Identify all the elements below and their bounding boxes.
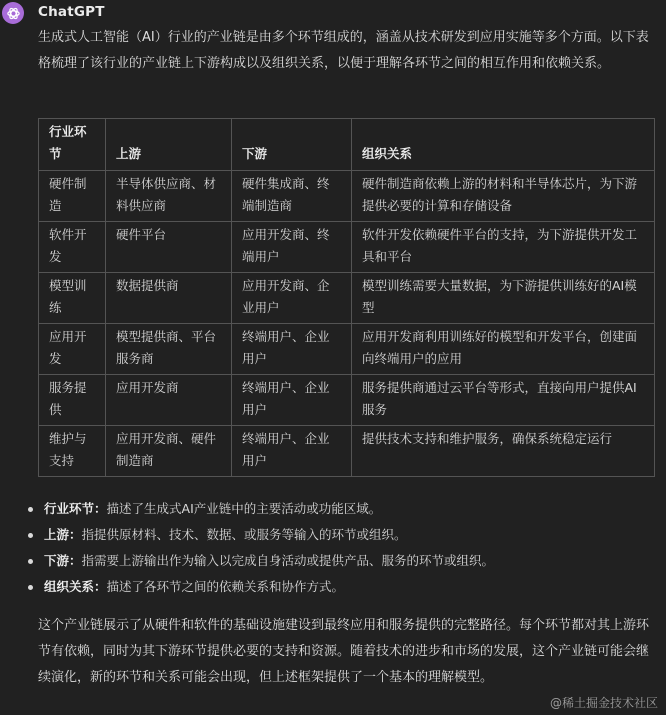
list-description: 指提供原材料、技术、数据、或服务等输入的环节或组织。	[81, 527, 407, 542]
openai-logo-icon	[6, 6, 21, 21]
table-cell: 半导体供应商、材料供应商	[106, 171, 232, 222]
table-row	[39, 324, 655, 375]
list-description: 指需要上游输出作为输入以完成自身活动或提供产品、服务的环节或组织。	[81, 553, 495, 568]
list-item	[26, 496, 656, 522]
table-cell: 应用开发商利用训练好的模型和开发平台，创建面向终端用户的应用	[352, 324, 655, 375]
list-description: 描述了各环节之间的依赖关系和协作方式。	[106, 579, 345, 594]
table-cell: 模型训练	[39, 273, 106, 324]
table-header-row	[39, 119, 655, 171]
intro-paragraph: 生成式人工智能（AI）行业的产业链是由多个环节组成的，涵盖从技术研发到应用实施等多个方面。以下表格梳理了该行业的产业链上下游构成以及组织关系，以便于理解各环节之间的相互作用和依赖关系。	[38, 30, 649, 71]
table-cell: 服务提供商通过云平台等形式，直接向用户提供AI服务	[352, 375, 655, 426]
watermark: @稀土掘金技术社区	[549, 696, 658, 710]
table-cell: 数据提供商	[106, 273, 232, 324]
table-cell: 应用开发商、终端用户	[232, 222, 352, 273]
table-cell: 模型训练需要大量数据，为下游提供训练好的AI模型	[352, 273, 655, 324]
list-term: 下游	[44, 553, 70, 568]
list-separator: ：	[69, 553, 82, 568]
definition-list	[26, 496, 656, 600]
table-cell: 终端用户、企业用户	[232, 324, 352, 375]
table-cell: 应用开发商、企业用户	[232, 273, 352, 324]
table-cell: 应用开发商	[106, 375, 232, 426]
table-cell: 模型提供商、平台服务商	[106, 324, 232, 375]
list-term: 上游	[44, 527, 70, 542]
table-row	[39, 171, 655, 222]
table-cell: 软件开发依赖硬件平台的支持，为下游提供开发工具和平台	[352, 222, 655, 273]
header-cell: 组织关系	[352, 119, 655, 171]
list-term: 行业环节	[44, 501, 95, 516]
table-row	[39, 375, 655, 426]
table-cell: 硬件制造商依赖上游的材料和半导体芯片，为下游提供必要的计算和存储设备	[352, 171, 655, 222]
list-item	[26, 574, 656, 600]
list-separator: ：	[94, 579, 107, 594]
summary-paragraph: 这个产业链展示了从硬件和软件的基础设施建设到最终应用和服务提供的完整路径。每个环节都对其上游环节有依赖，同时为其下游环节提供必要的支持和资源。随着技术的进步和市场的发展，这个产业链可能会继续演化，新的环节和关系可能会出现，但上述框架提供了一个基本的理解模型。	[38, 618, 650, 685]
table-cell: 终端用户、企业用户	[232, 375, 352, 426]
list-separator: ：	[94, 501, 107, 516]
table-cell: 终端用户、企业用户	[232, 426, 352, 477]
header-cell: 上游	[106, 119, 232, 171]
table-row	[39, 426, 655, 477]
table-cell: 服务提供	[39, 375, 106, 426]
list-term: 组织关系	[44, 579, 95, 594]
industry-chain-table	[38, 118, 655, 477]
table-cell: 硬件平台	[106, 222, 232, 273]
table-cell: 硬件集成商、终端制造商	[232, 171, 352, 222]
table-cell: 应用开发商、硬件制造商	[106, 426, 232, 477]
table-cell: 软件开发	[39, 222, 106, 273]
list-item	[26, 522, 656, 548]
chatgpt-avatar	[2, 2, 24, 24]
table-cell: 硬件制造	[39, 171, 106, 222]
table-cell: 提供技术支持和维护服务，确保系统稳定运行	[352, 426, 655, 477]
header-cell: 下游	[232, 119, 352, 171]
author-name: ChatGPT	[38, 4, 105, 20]
header-cell: 行业环节	[39, 119, 106, 171]
table-cell: 应用开发	[39, 324, 106, 375]
table-row	[39, 273, 655, 324]
table-row	[39, 222, 655, 273]
list-description: 描述了生成式AI产业链中的主要活动或功能区域。	[106, 501, 382, 516]
list-separator: ：	[69, 527, 82, 542]
table-cell: 维护与支持	[39, 426, 106, 477]
list-item	[26, 548, 656, 574]
